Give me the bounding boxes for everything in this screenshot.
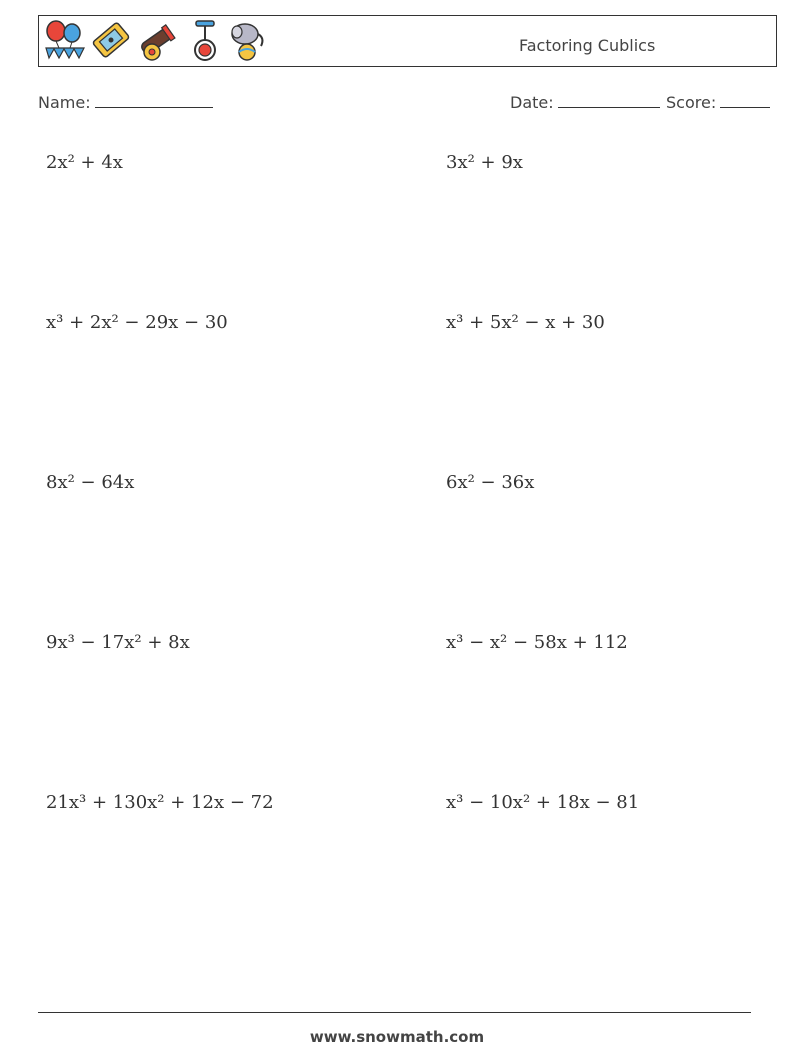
problem-2: 3x² + 9x: [446, 152, 523, 173]
problem-10: x³ − 10x² + 18x − 81: [446, 792, 640, 813]
date-blank[interactable]: [558, 93, 660, 108]
name-label: Name:: [38, 93, 91, 112]
ticket-icon: [89, 18, 133, 62]
problem-5: 8x² − 64x: [46, 472, 135, 493]
problem-7: 9x³ − 17x² + 8x: [46, 632, 190, 653]
score-label: Score:: [666, 93, 717, 112]
cannon-icon: [135, 18, 179, 62]
problem-4: x³ + 5x² − x + 30: [446, 312, 605, 333]
date-label: Date:: [510, 93, 554, 112]
score-field[interactable]: [666, 93, 770, 112]
problem-6: 6x² − 36x: [446, 472, 535, 493]
problem-9: 21x³ + 130x² + 12x − 72: [46, 792, 274, 813]
problem-3: x³ + 2x² − 29x − 30: [46, 312, 228, 333]
name-field[interactable]: [38, 93, 213, 112]
elephant-icon: [225, 18, 269, 62]
problem-8: x³ − x² − 58x + 112: [446, 632, 628, 653]
date-field[interactable]: [510, 93, 660, 112]
balloons-icon: [43, 18, 87, 62]
name-blank[interactable]: [95, 93, 213, 108]
problem-1: 2x² + 4x: [46, 152, 123, 173]
footer-website[interactable]: www.snowmath.com: [309, 1028, 485, 1046]
score-blank[interactable]: [720, 93, 770, 108]
footer-divider: [38, 1012, 751, 1013]
unicycle-icon: [183, 18, 227, 62]
worksheet-header: [38, 15, 777, 67]
worksheet-title: Factoring Cublics: [519, 36, 656, 55]
